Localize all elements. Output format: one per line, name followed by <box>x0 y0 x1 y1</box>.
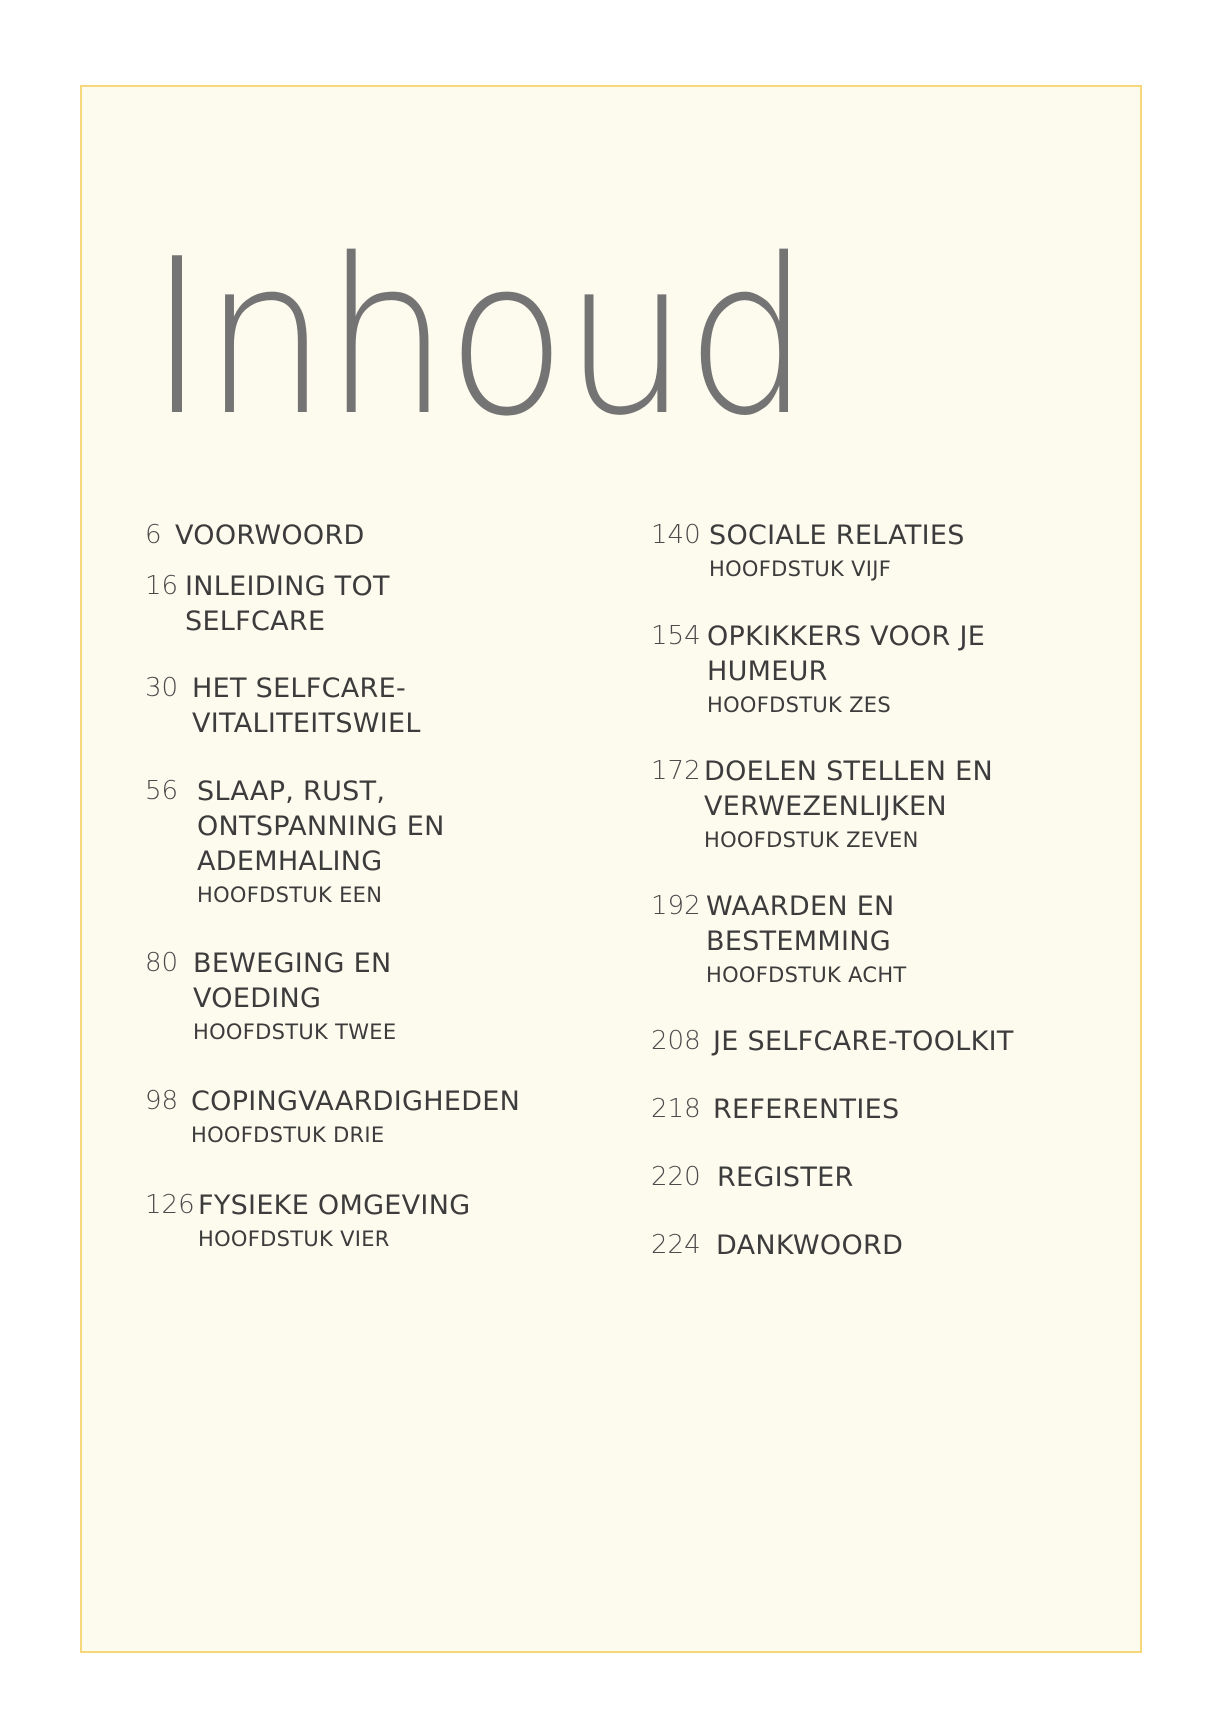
toc-entry-title: FYSIEKE OMGEVING <box>198 1190 471 1221</box>
toc-entry-chapter-label: HOOFDSTUK EEN <box>197 883 383 907</box>
toc-entry-title: SLAAP, RUST, ONTSPANNING EN ADEMHALING <box>197 776 445 877</box>
page-title: Inhoud <box>148 212 807 463</box>
toc-entry-title: REFERENTIES <box>713 1094 900 1125</box>
toc-entry-chapter-label: HOOFDSTUK DRIE <box>191 1123 385 1147</box>
toc-page-number: 218 <box>651 1094 701 1124</box>
toc-entry-hoofdstuk-acht[interactable] <box>651 889 1121 990</box>
toc-page-number: 172 <box>651 756 701 786</box>
toc-page-number: 80 <box>145 948 179 978</box>
toc-page-number: 192 <box>651 891 701 921</box>
toc-entry-title: SOCIALE RELATIES <box>709 520 965 551</box>
toc-entry-hoofdstuk-een[interactable] <box>145 774 615 910</box>
toc-entry-hoofdstuk-zes[interactable] <box>651 619 1121 720</box>
toc-entry-title: OPKIKKERS VOOR JE HUMEUR <box>707 621 986 687</box>
toc-entry-title: WAARDEN EN BESTEMMING <box>706 891 895 957</box>
toc-entry-toolkit[interactable] <box>651 1024 1121 1059</box>
toc-entry-chapter-label: HOOFDSTUK ZEVEN <box>704 828 919 852</box>
toc-entry-title: HET SELFCARE- VITALITEITSWIEL <box>192 673 421 739</box>
toc-entry-title: DOELEN STELLEN EN VERWEZENLIJKEN <box>704 756 993 822</box>
toc-page-number: 224 <box>651 1230 701 1260</box>
toc-entry-chapter-label: HOOFDSTUK ACHT <box>706 963 907 987</box>
toc-entry-hoofdstuk-drie[interactable] <box>145 1084 615 1150</box>
toc-entry-referenties[interactable] <box>651 1092 1121 1127</box>
toc-entry-chapter-label: HOOFDSTUK VIER <box>198 1227 390 1251</box>
toc-page-number: 126 <box>145 1190 195 1220</box>
toc-entry-title: DANKWOORD <box>716 1230 904 1261</box>
toc-entry-chapter-label: HOOFDSTUK TWEE <box>193 1020 397 1044</box>
toc-entry-title: VOORWOORD <box>175 520 365 551</box>
toc-entry-vitaliteitswiel[interactable] <box>145 671 615 741</box>
toc-page-number: 220 <box>651 1162 701 1192</box>
toc-entry-title: BEWEGING EN VOEDING <box>193 948 392 1014</box>
toc-page-number: 30 <box>145 673 179 703</box>
toc-page-number: 56 <box>145 776 179 806</box>
toc-page-number: 154 <box>651 621 701 651</box>
toc-page-number: 208 <box>651 1026 701 1056</box>
toc-entry-inleiding[interactable] <box>145 569 615 639</box>
toc-entry-hoofdstuk-twee[interactable] <box>145 946 615 1047</box>
toc-entry-chapter-label: HOOFDSTUK VIJF <box>709 557 892 581</box>
toc-entry-hoofdstuk-vijf[interactable] <box>651 518 1121 584</box>
toc-entry-hoofdstuk-zeven[interactable] <box>651 754 1121 855</box>
toc-page-number: 98 <box>145 1086 179 1116</box>
toc-entry-dankwoord[interactable] <box>651 1228 1121 1263</box>
toc-entry-hoofdstuk-vier[interactable] <box>145 1188 615 1254</box>
toc-entry-register[interactable] <box>651 1160 1121 1195</box>
toc-entry-title: REGISTER <box>717 1162 854 1193</box>
toc-page-number: 6 <box>145 520 162 550</box>
toc-right-column <box>651 518 1121 1263</box>
toc-entry-title: INLEIDING TOT SELFCARE <box>185 571 390 637</box>
toc-entry-voorwoord[interactable] <box>145 518 615 553</box>
toc-page-number: 16 <box>145 571 179 601</box>
toc-page-number: 140 <box>651 520 701 550</box>
toc-entry-title: JE SELFCARE-TOOLKIT <box>713 1026 1014 1057</box>
toc-left-column <box>145 518 615 1254</box>
toc-entry-title: COPINGVAARDIGHEDEN <box>191 1086 521 1117</box>
toc-entry-chapter-label: HOOFDSTUK ZES <box>707 693 891 717</box>
